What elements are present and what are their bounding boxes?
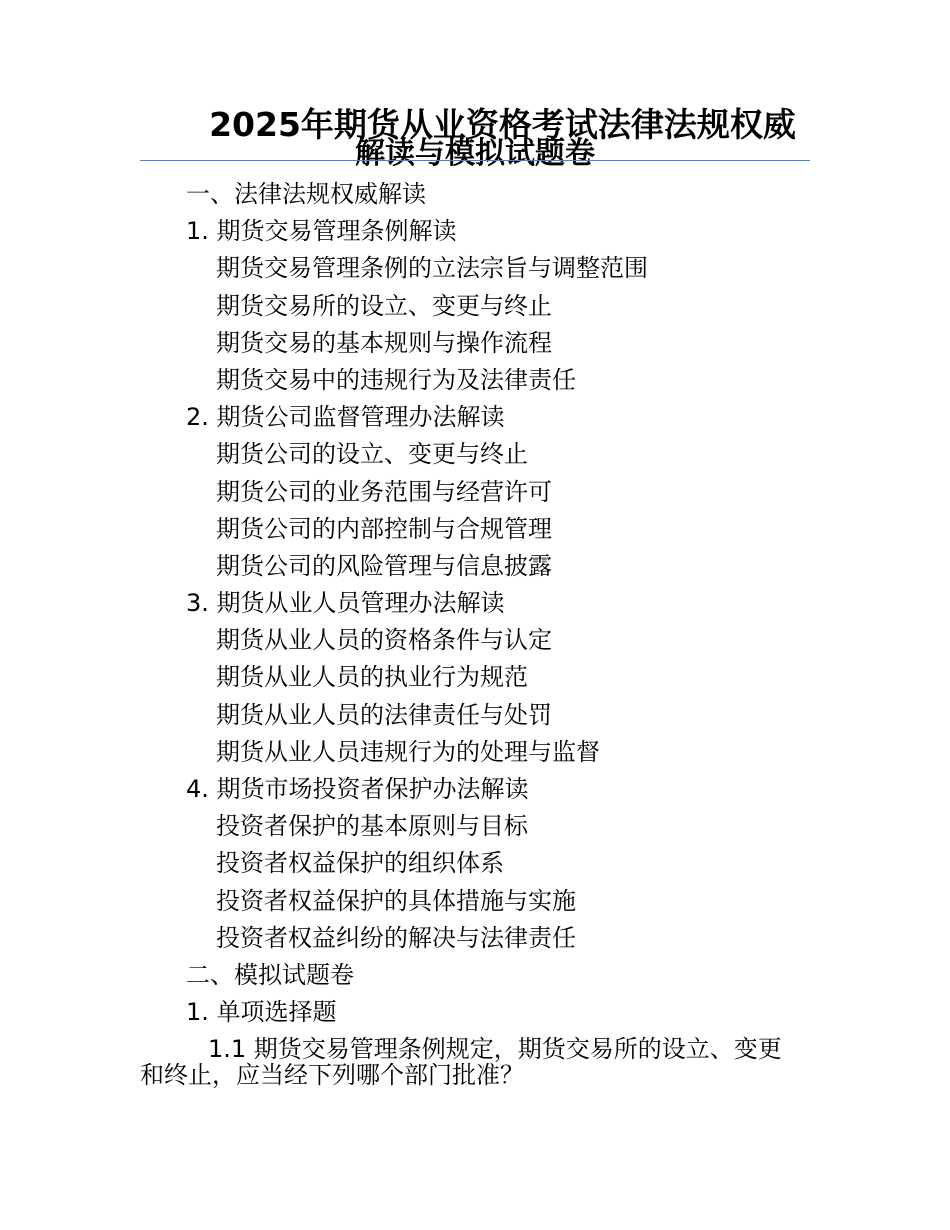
outline-item: 投资者权益纠纷的解决与法律责任 xyxy=(216,923,576,952)
outline-item: 期货交易管理条例的立法宗旨与调整范围 xyxy=(216,254,648,283)
title-line-1: 2025年期货从业资格考试法律法规权威 xyxy=(209,105,796,144)
question-paragraph xyxy=(140,1036,810,1088)
outline-item: 期货从业人员的执业行为规范 xyxy=(216,663,528,692)
question-line-2: 和终止，应当经下列哪个部门批准？ xyxy=(140,1061,524,1089)
subsection-heading: 1. 单项选择题 xyxy=(186,998,337,1027)
outline-item: 期货交易的基本规则与操作流程 xyxy=(216,328,552,357)
subsection-heading: 4. 期货市场投资者保护办法解读 xyxy=(186,775,529,803)
subsection-heading: 3. 期货从业人员管理办法解读 xyxy=(186,589,505,618)
outline-item: 投资者权益保护的组织体系 xyxy=(216,849,504,878)
outline-item: 期货公司的业务范围与经营许可 xyxy=(216,477,552,506)
outline-list xyxy=(140,176,820,1031)
document-title xyxy=(140,104,810,171)
outline-item: 期货公司的风险管理与信息披露 xyxy=(216,551,552,580)
section-heading: 二、模拟试题卷 xyxy=(186,960,354,989)
title-underline xyxy=(140,160,810,161)
outline-item: 期货公司的内部控制与合规管理 xyxy=(216,514,552,543)
outline-item: 投资者保护的基本原则与目标 xyxy=(216,812,528,841)
subsection-heading: 1. 期货交易管理条例解读 xyxy=(186,217,457,246)
outline-item: 期货从业人员的资格条件与认定 xyxy=(216,626,552,655)
outline-item: 期货交易中的违规行为及法律责任 xyxy=(216,365,576,394)
section-heading: 一、法律法规权威解读 xyxy=(186,180,426,208)
title-line-2: 解读与模拟试题卷 xyxy=(355,136,595,171)
outline-item: 期货从业人员违规行为的处理与监督 xyxy=(216,737,600,766)
outline-item: 期货公司的设立、变更与终止 xyxy=(216,440,528,469)
outline-item: 期货从业人员的法律责任与处罚 xyxy=(216,700,552,729)
outline-item: 期货交易所的设立、变更与终止 xyxy=(216,291,552,320)
question-line-1: 1.1 期货交易管理条例规定，期货交易所的设立、变更 xyxy=(208,1035,782,1063)
subsection-heading: 2. 期货公司监督管理办法解读 xyxy=(186,403,505,432)
outline-item: 投资者权益保护的具体措施与实施 xyxy=(216,886,576,915)
